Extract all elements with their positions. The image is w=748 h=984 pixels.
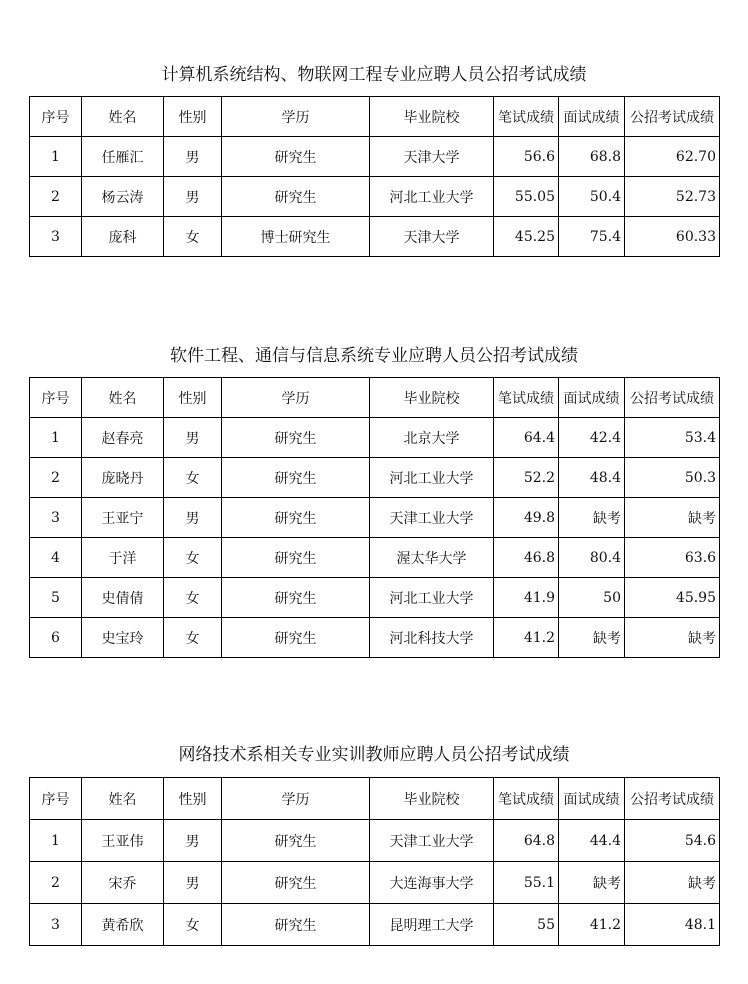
column-header: 面试成绩: [559, 778, 625, 820]
total-score-cell: 缺考: [625, 618, 720, 658]
table-row: [30, 498, 720, 538]
school-cell: 北京大学: [370, 418, 494, 458]
column-header: 毕业院校: [370, 97, 494, 137]
table-row: [30, 458, 720, 498]
column-header: 姓名: [82, 97, 164, 137]
column-header: 笔试成绩: [494, 778, 559, 820]
table-row: [30, 538, 720, 578]
name-cell: 于洋: [82, 538, 164, 578]
column-header: 学历: [222, 778, 370, 820]
gender-cell: 女: [164, 538, 222, 578]
column-header: 序号: [30, 97, 82, 137]
header-row: [30, 778, 720, 820]
gender-cell: 男: [164, 418, 222, 458]
column-header: 面试成绩: [559, 378, 625, 418]
column-header: 性别: [164, 97, 222, 137]
school-cell: 天津工业大学: [370, 820, 494, 862]
column-header: 序号: [30, 378, 82, 418]
school-cell: 大连海事大学: [370, 862, 494, 904]
education-cell: 研究生: [222, 418, 370, 458]
name-cell: 庞科: [82, 217, 164, 257]
total-score-cell: 62.70: [625, 137, 720, 177]
section-2: [29, 341, 719, 658]
school-cell: 河北工业大学: [370, 458, 494, 498]
total-score-cell: 缺考: [625, 862, 720, 904]
written-score-cell: 41.9: [494, 578, 559, 618]
column-header: 姓名: [82, 378, 164, 418]
total-score-cell: 54.6: [625, 820, 720, 862]
gender-cell: 男: [164, 137, 222, 177]
school-cell: 河北科技大学: [370, 618, 494, 658]
name-cell: 黄希欣: [82, 904, 164, 946]
written-score-cell: 55.05: [494, 177, 559, 217]
column-header: 学历: [222, 97, 370, 137]
column-header: 毕业院校: [370, 378, 494, 418]
section-title: 计算机系统结构、物联网工程专业应聘人员公招考试成绩: [161, 65, 587, 85]
section-title: 网络技术系相关专业实训教师应聘人员公招考试成绩: [178, 745, 570, 765]
written-score-cell: 55: [494, 904, 559, 946]
score-table: [29, 377, 720, 658]
school-cell: 昆明理工大学: [370, 904, 494, 946]
gender-cell: 男: [164, 820, 222, 862]
seq-cell: 1: [30, 137, 82, 177]
column-header: 面试成绩: [559, 97, 625, 137]
score-table: [29, 96, 720, 257]
seq-cell: 3: [30, 904, 82, 946]
school-cell: 天津工业大学: [370, 498, 494, 538]
table-row: [30, 418, 720, 458]
total-score-cell: 缺考: [625, 498, 720, 538]
column-header: 学历: [222, 378, 370, 418]
total-score-cell: 52.73: [625, 177, 720, 217]
name-cell: 赵春亮: [82, 418, 164, 458]
name-cell: 宋乔: [82, 862, 164, 904]
column-header: 性别: [164, 378, 222, 418]
gender-cell: 男: [164, 862, 222, 904]
education-cell: 研究生: [222, 538, 370, 578]
interview-score-cell: 80.4: [559, 538, 625, 578]
section-3: [29, 740, 719, 946]
table-row: [30, 177, 720, 217]
column-header: 毕业院校: [370, 778, 494, 820]
education-cell: 研究生: [222, 862, 370, 904]
seq-cell: 2: [30, 177, 82, 217]
score-table: [29, 777, 720, 946]
education-cell: 研究生: [222, 618, 370, 658]
education-cell: 研究生: [222, 137, 370, 177]
interview-score-cell: 50: [559, 578, 625, 618]
interview-score-cell: 缺考: [559, 498, 625, 538]
total-score-cell: 63.6: [625, 538, 720, 578]
interview-score-cell: 42.4: [559, 418, 625, 458]
gender-cell: 女: [164, 217, 222, 257]
column-header: 性别: [164, 778, 222, 820]
table-row: [30, 820, 720, 862]
written-score-cell: 52.2: [494, 458, 559, 498]
table-row: [30, 904, 720, 946]
seq-cell: 5: [30, 578, 82, 618]
education-cell: 研究生: [222, 458, 370, 498]
interview-score-cell: 41.2: [559, 904, 625, 946]
seq-cell: 1: [30, 820, 82, 862]
written-score-cell: 46.8: [494, 538, 559, 578]
name-cell: 史宝玲: [82, 618, 164, 658]
written-score-cell: 45.25: [494, 217, 559, 257]
interview-score-cell: 44.4: [559, 820, 625, 862]
name-cell: 史倩倩: [82, 578, 164, 618]
school-cell: 天津大学: [370, 217, 494, 257]
school-cell: 河北工业大学: [370, 578, 494, 618]
school-cell: 河北工业大学: [370, 177, 494, 217]
name-cell: 王亚伟: [82, 820, 164, 862]
column-header: 姓名: [82, 778, 164, 820]
section-title: 软件工程、通信与信息系统专业应聘人员公招考试成绩: [170, 346, 578, 366]
total-score-cell: 50.3: [625, 458, 720, 498]
seq-cell: 3: [30, 217, 82, 257]
gender-cell: 女: [164, 618, 222, 658]
section-1: [29, 60, 719, 257]
name-cell: 王亚宁: [82, 498, 164, 538]
written-score-cell: 64.4: [494, 418, 559, 458]
table-row: [30, 862, 720, 904]
table-row: [30, 137, 720, 177]
written-score-cell: 49.8: [494, 498, 559, 538]
column-header: 公招考试成绩: [625, 97, 720, 137]
written-score-cell: 56.6: [494, 137, 559, 177]
header-row: [30, 97, 720, 137]
total-score-cell: 48.1: [625, 904, 720, 946]
gender-cell: 女: [164, 904, 222, 946]
interview-score-cell: 68.8: [559, 137, 625, 177]
education-cell: 研究生: [222, 904, 370, 946]
written-score-cell: 41.2: [494, 618, 559, 658]
school-cell: 渥太华大学: [370, 538, 494, 578]
education-cell: 博士研究生: [222, 217, 370, 257]
column-header: 公招考试成绩: [625, 778, 720, 820]
education-cell: 研究生: [222, 177, 370, 217]
total-score-cell: 45.95: [625, 578, 720, 618]
gender-cell: 男: [164, 498, 222, 538]
name-cell: 庞晓丹: [82, 458, 164, 498]
gender-cell: 女: [164, 578, 222, 618]
column-header: 笔试成绩: [494, 97, 559, 137]
interview-score-cell: 缺考: [559, 862, 625, 904]
seq-cell: 2: [30, 862, 82, 904]
education-cell: 研究生: [222, 578, 370, 618]
interview-score-cell: 75.4: [559, 217, 625, 257]
total-score-cell: 60.33: [625, 217, 720, 257]
table-row: [30, 217, 720, 257]
school-cell: 天津大学: [370, 137, 494, 177]
education-cell: 研究生: [222, 498, 370, 538]
header-row: [30, 378, 720, 418]
name-cell: 杨云涛: [82, 177, 164, 217]
gender-cell: 男: [164, 177, 222, 217]
seq-cell: 2: [30, 458, 82, 498]
written-score-cell: 64.8: [494, 820, 559, 862]
interview-score-cell: 48.4: [559, 458, 625, 498]
interview-score-cell: 50.4: [559, 177, 625, 217]
seq-cell: 3: [30, 498, 82, 538]
name-cell: 任雁汇: [82, 137, 164, 177]
column-header: 序号: [30, 778, 82, 820]
seq-cell: 1: [30, 418, 82, 458]
column-header: 公招考试成绩: [625, 378, 720, 418]
table-row: [30, 578, 720, 618]
seq-cell: 6: [30, 618, 82, 658]
gender-cell: 女: [164, 458, 222, 498]
column-header: 笔试成绩: [494, 378, 559, 418]
education-cell: 研究生: [222, 820, 370, 862]
written-score-cell: 55.1: [494, 862, 559, 904]
total-score-cell: 53.4: [625, 418, 720, 458]
seq-cell: 4: [30, 538, 82, 578]
interview-score-cell: 缺考: [559, 618, 625, 658]
table-row: [30, 618, 720, 658]
